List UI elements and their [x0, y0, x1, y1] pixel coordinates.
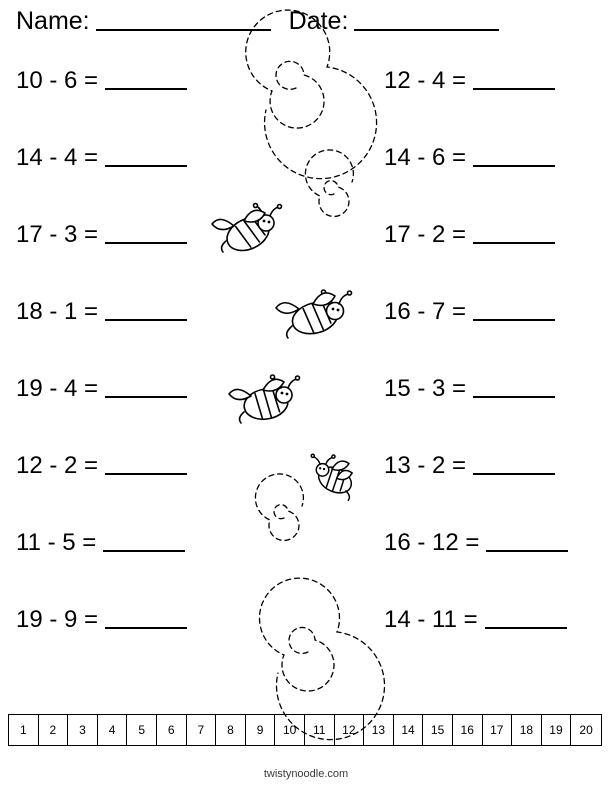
problem-expression: 14 - 4 = [16, 143, 99, 171]
problem-expression: 13 - 2 = [384, 451, 467, 479]
answer-blank[interactable] [473, 456, 555, 475]
number-cell: 6 [157, 715, 187, 745]
problem-cell [306, 376, 612, 402]
answer-blank[interactable] [103, 533, 185, 552]
problem-row [0, 42, 612, 119]
answer-blank[interactable] [105, 456, 187, 475]
number-line [8, 714, 602, 746]
answer-blank[interactable] [473, 148, 555, 167]
problem-cell [306, 299, 612, 325]
number-cell: 11 [305, 715, 335, 745]
date-input-line[interactable] [354, 9, 499, 31]
problem-cell [0, 68, 306, 94]
number-cell: 1 [9, 715, 39, 745]
problem-grid [0, 34, 612, 658]
number-cell: 17 [483, 715, 513, 745]
number-cell: 5 [127, 715, 157, 745]
answer-blank[interactable] [105, 610, 187, 629]
problem-cell [306, 222, 612, 248]
worksheet-header [0, 0, 612, 34]
problem-expression: 14 - 6 = [384, 143, 467, 171]
problem-row [0, 196, 612, 273]
problem-cell [0, 376, 306, 402]
number-cell: 13 [364, 715, 394, 745]
number-cell: 4 [98, 715, 128, 745]
number-cell: 7 [187, 715, 217, 745]
number-cell: 16 [453, 715, 483, 745]
answer-blank[interactable] [105, 302, 187, 321]
problem-cell [0, 530, 306, 556]
problem-cell [306, 607, 612, 633]
date-label: Date: [288, 7, 349, 35]
problem-row [0, 427, 612, 504]
problem-cell [0, 453, 306, 479]
problem-cell [0, 222, 306, 248]
number-cell: 2 [39, 715, 69, 745]
number-cell: 12 [335, 715, 365, 745]
answer-blank[interactable] [473, 302, 555, 321]
number-cell: 10 [275, 715, 305, 745]
answer-blank[interactable] [105, 379, 187, 398]
footer-credit: twistynoodle.com [263, 768, 349, 780]
problem-expression: 15 - 3 = [384, 374, 467, 402]
problem-row [0, 350, 612, 427]
problem-row [0, 581, 612, 658]
problem-expression: 11 - 5 = [16, 528, 97, 556]
problem-expression: 16 - 12 = [384, 528, 480, 556]
problem-row [0, 273, 612, 350]
problem-expression: 16 - 7 = [384, 297, 467, 325]
number-cell: 14 [394, 715, 424, 745]
answer-blank[interactable] [485, 610, 567, 629]
problem-cell [306, 68, 612, 94]
problem-expression: 12 - 2 = [16, 451, 99, 479]
problem-expression: 10 - 6 = [16, 66, 99, 94]
number-cell: 20 [579, 723, 593, 737]
name-label: Name: [16, 7, 90, 35]
answer-blank[interactable] [473, 71, 555, 90]
problem-row [0, 504, 612, 581]
problem-cell [0, 607, 306, 633]
problem-expression: 19 - 4 = [16, 374, 99, 402]
problem-row [0, 119, 612, 196]
problem-cell [306, 145, 612, 171]
problem-cell [306, 530, 612, 556]
number-cell: 9 [246, 715, 276, 745]
number-cell: 18 [512, 715, 542, 745]
answer-blank[interactable] [105, 148, 187, 167]
problem-expression: 17 - 3 = [16, 220, 99, 248]
answer-blank[interactable] [473, 379, 555, 398]
problem-expression: 14 - 11 = [384, 605, 478, 633]
problem-expression: 12 - 4 = [384, 66, 467, 94]
problem-expression: 18 - 1 = [16, 297, 99, 325]
answer-blank[interactable] [486, 533, 568, 552]
number-cell: 15 [423, 715, 453, 745]
problem-cell [306, 453, 612, 479]
name-input-line[interactable] [96, 9, 271, 31]
problem-expression: 19 - 9 = [16, 605, 99, 633]
number-cell: 3 [68, 715, 98, 745]
answer-blank[interactable] [105, 225, 187, 244]
answer-blank[interactable] [473, 225, 555, 244]
problem-cell [0, 145, 306, 171]
problem-cell [0, 299, 306, 325]
number-cell: 19 [542, 715, 572, 745]
number-cell: 8 [216, 715, 246, 745]
problem-expression: 17 - 2 = [384, 220, 467, 248]
answer-blank[interactable] [105, 71, 187, 90]
